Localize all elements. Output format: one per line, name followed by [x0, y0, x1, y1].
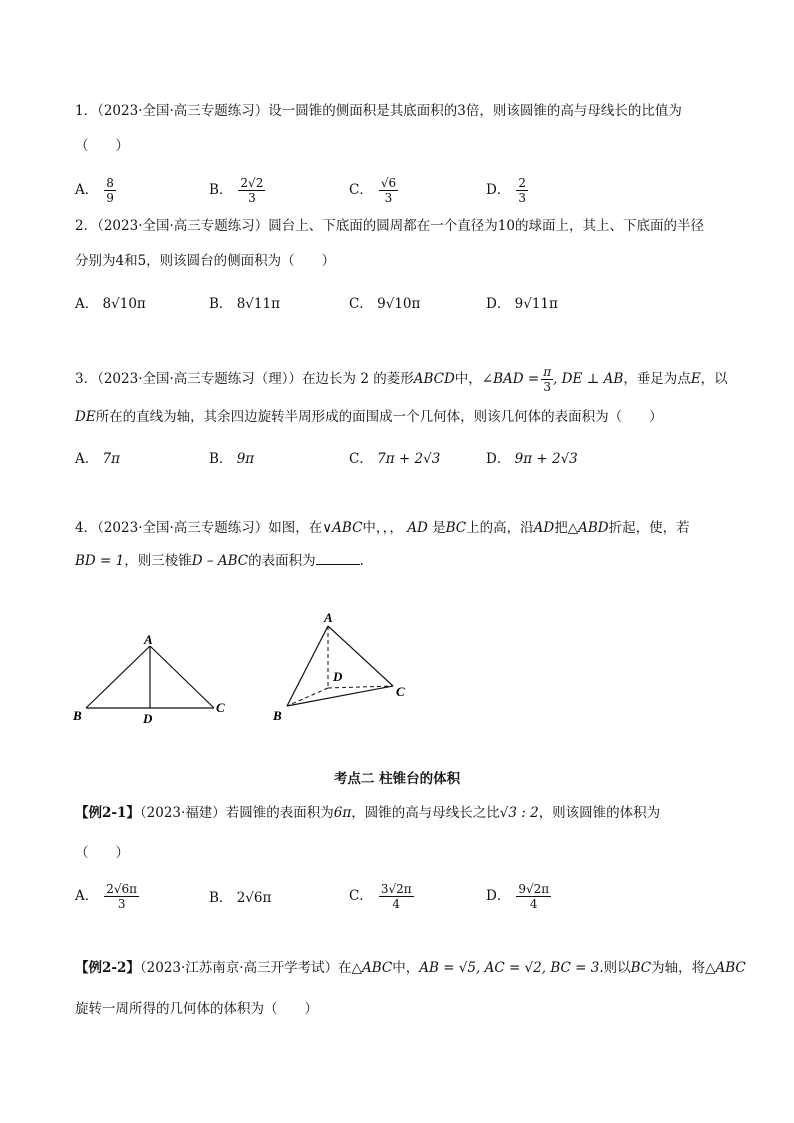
q3-option-b: B． 9π: [209, 451, 255, 467]
q1-stem-line2: （ ）: [75, 138, 129, 154]
q2-option-a: A． 8√10π: [75, 296, 146, 312]
q2-stem-line1: 2．（2023·全国·高三专题练习）圆台上、下底面的圆周都在一个直径为10的球面上，其上、下底面的半径: [75, 218, 704, 234]
q2-option-c: C． 9√10π: [349, 296, 421, 312]
edge-bd-hidden: [287, 688, 328, 706]
fig2-label-c: C: [396, 684, 405, 699]
fig1-label-b: B: [73, 708, 82, 723]
ex1-option-a-fraction: $\frac{2√6\pi}{3}$: [106, 882, 138, 911]
ex1-option-a: A． $\frac{2√6\pi}{3}$: [75, 882, 138, 911]
ex2-stem-line1: 【例2-2】（2023·江苏南京·高三开学考试）在△ABC中，AB = √5, AC = √2, BC = 3.则以BC为轴，将△ABC: [75, 960, 746, 976]
ex1-option-d: D． $\frac{9√2\pi}{4}$: [486, 882, 550, 911]
q3-pi-over-3: $\frac{\pi}{3}$: [543, 365, 552, 394]
q1-option-c: C． $\frac{√6}{3}$: [349, 176, 397, 205]
ex1-stem-line1: 【例2-1】（2023·福建）若圆锥的表面积为6π，圆锥的高与母线长之比√3 : 2，则该圆锥的体积为: [75, 805, 661, 821]
q1-stem-line1: 1．（2023·全国·高三专题练习）设一圆锥的侧面积是其底面积的3倍，则该圆锥的高与母线长的比值为: [75, 103, 682, 119]
q1-option-c-fraction: $\frac{√6}{3}$: [380, 176, 397, 205]
fig2-label-d: D: [333, 669, 343, 684]
q3-stem-line2: DE所在的直线为轴，其余四边旋转半周形成的面围成一个几何体，则该几何体的表面积为（ ）: [75, 409, 663, 425]
q4-stem-line2: BD = 1，则三棱锥D – ABC的表面积为 .: [75, 550, 364, 571]
ex1-option-d-fraction: $\frac{9√2\pi}{4}$: [518, 882, 550, 911]
edge-ab: [86, 646, 150, 708]
q3-option-d: D． 9π + 2√3: [486, 451, 578, 467]
ex1-stem-line2: （ ）: [75, 845, 129, 861]
fig1-label-d: D: [143, 711, 153, 726]
figure-tetrahedron: [265, 608, 425, 723]
q1-option-d-fraction: $\frac{2}{3}$: [518, 176, 526, 205]
section-title: 考点二 柱锥台的体积: [333, 771, 461, 787]
q2-option-b: B． 8√11π: [209, 296, 280, 312]
q1-option-d: D． $\frac{2}{3}$: [486, 176, 526, 205]
q3-option-a: A． 7π: [75, 451, 121, 467]
edge-bc: [287, 686, 393, 706]
q1-option-a-fraction: $\frac{8}{9}$: [106, 176, 114, 205]
ex1-option-c-fraction: $\frac{3√2\pi}{4}$: [380, 882, 412, 911]
q1-option-a: A． $\frac{8}{9}$: [75, 176, 114, 205]
q1-option-b: B． $\frac{2√2}{3}$: [209, 176, 264, 205]
fig1-label-a: A: [144, 632, 153, 647]
edge-ac: [150, 646, 214, 708]
answer-blank[interactable]: [316, 550, 360, 565]
ex1-option-b: B． 2√6π: [209, 890, 272, 906]
figure-triangle-abc: [70, 628, 240, 728]
fig2-label-a: A: [324, 610, 333, 625]
fig1-label-c: C: [216, 700, 225, 715]
ex1-option-c: C． $\frac{3√2\pi}{4}$: [349, 882, 412, 911]
fig2-label-b: B: [273, 708, 282, 723]
q4-stem-line1: 4．（2023·全国·高三专题练习）如图，在∨ABC中，，， AD 是BC上的高，沿AD把△ABD折起，使，若: [75, 520, 690, 536]
q3-option-c: C． 7π + 2√3: [349, 451, 441, 467]
q2-option-d: D． 9√11π: [486, 296, 558, 312]
q2-stem-line2: 分别为4和5，则该圆台的侧面积为（ ）: [75, 253, 336, 269]
q1-option-b-fraction: $\frac{2√2}{3}$: [240, 176, 264, 205]
q3-stem-line1: 3．（2023·全国·高三专题练习（理））在边长为 2 的菱形ABCD中，∠BAD = $\frac{\pi}{3}$ , DE ⊥ AB，垂足为点E，以: [75, 365, 728, 394]
ex2-stem-line2: 旋转一周所得的几何体的体积为（ ）: [75, 1001, 318, 1017]
edge-ab: [287, 626, 328, 706]
